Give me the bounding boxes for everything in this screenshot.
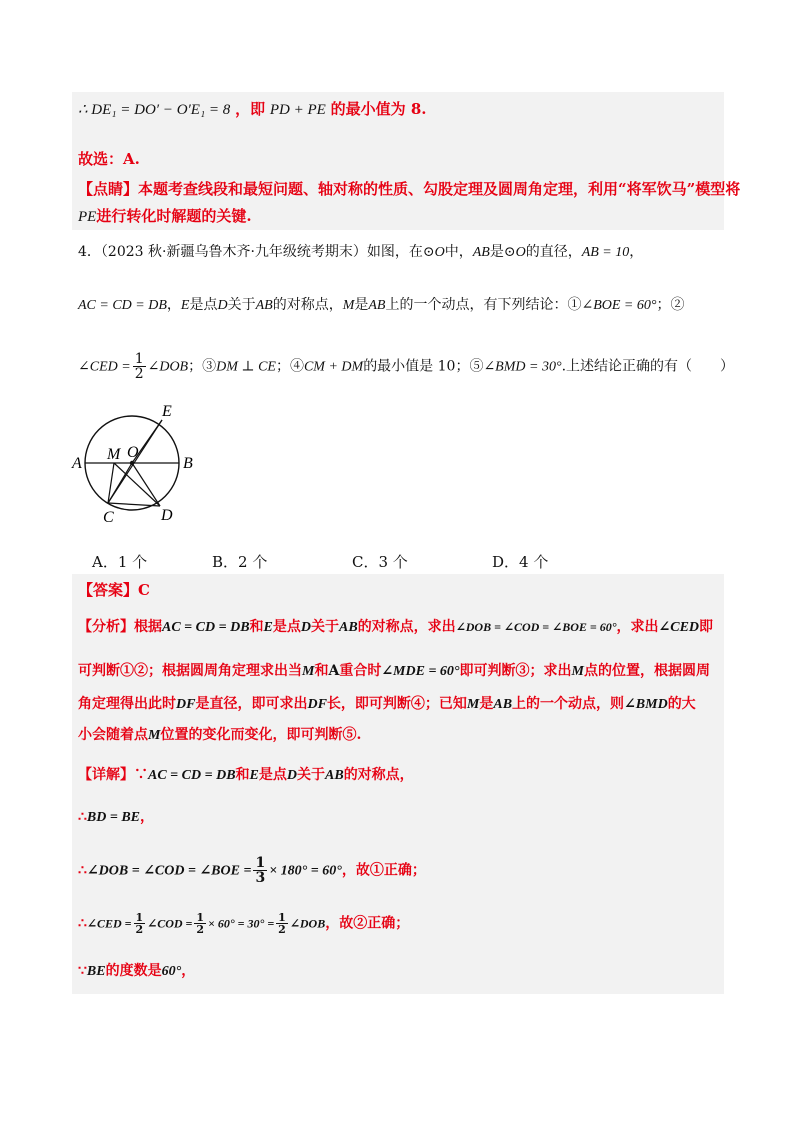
label-a: A: [72, 455, 82, 472]
label-e: E: [162, 403, 172, 420]
answer-line: [78, 579, 722, 601]
option-c: C．3 个: [352, 553, 408, 571]
detail-tag: 【详解】: [78, 767, 134, 783]
option-b: B．2 个: [212, 553, 268, 571]
question-number: 4．: [78, 244, 101, 260]
detail-line-1: 【详解】∵AC = CD = DB和E是点D关于AB的对称点，: [78, 767, 414, 783]
analysis-line-1: 【分析】根据AC = CD = DB和E是点D关于AB的对称点，求出∠DOB = ∠COD = ∠BOE = 60°，求出∠CED即: [78, 619, 714, 635]
comment-tag: 【点睛】: [78, 180, 139, 198]
top-line-1: ∴ DE₁ = DO′ − O′E₁ = 8 ，即 PD + PE 的最小值为 8.: [78, 100, 427, 118]
detail-line-4: ∴∠CED = $\frac{1}{2}$ ∠COD = $\frac{1}{2}$ × 60° = 30° = $\frac{1}{2}$ ∠DOB，故②正确；: [78, 911, 410, 936]
formula-pd-pe: PD + PE: [269, 102, 326, 118]
label-o: O: [127, 444, 139, 461]
formula-de1: ∴ DE₁ = DO′ − O′E₁ = 8: [78, 102, 231, 118]
question-line-3: ∠CED = $\frac{1}{2}$ ∠DOB；③DM ⊥ CE；④CM + DM的最小值是 10；⑤∠BMD = 30°.上述结论正确的有（ ）: [78, 351, 735, 382]
option-d: D．4 个: [492, 553, 549, 571]
choice-line: 故选：A.: [78, 150, 140, 168]
answer-value: C: [138, 581, 150, 599]
point-o: [130, 461, 134, 465]
label-m: M: [107, 446, 121, 463]
fraction-half: $\frac{1}{2}$: [134, 351, 144, 382]
circle-figure: [70, 400, 210, 530]
fraction-third: $\frac{1}{3}$: [255, 855, 266, 886]
analysis-line-2: 可判断①②；根据圆周角定理求出当M和A重合时∠MDE = 60°即可判断③；求出M点的位置，根据圆周: [78, 663, 710, 679]
analysis-line-4: 小会随着点M位置的变化而变化，即可判断⑤.: [78, 727, 362, 743]
question-line-1: 4．（2023 秋·新疆乌鲁木齐·九年级统考期末）如图，在⊙O中，AB是⊙O的直径，AB = 10，: [78, 244, 644, 260]
comment-line-2: PE进行转化时解题的关键.: [78, 207, 252, 225]
segment-md: [114, 463, 160, 506]
comment-line-1: 【点睛】本题考查线段和最短问题、轴对称的性质、勾股定理及圆周角定理，利用“将军饮马”模型将: [78, 180, 741, 198]
label-b: B: [183, 455, 193, 472]
option-a: A．1 个: [92, 553, 148, 571]
label-d: D: [161, 507, 173, 524]
answer-tag: 【答案】: [78, 581, 139, 599]
question-line-2: AC = CD = DB，E是点D关于AB的对称点，M是AB上的一个动点，有下列结论：①∠BOE = 60°；②: [78, 297, 685, 313]
analysis-tag: 【分析】: [78, 619, 134, 635]
detail-line-2: ∴BD = BE，: [78, 809, 155, 825]
label-c: C: [103, 509, 114, 526]
detail-line-5: ∵BE的度数是60°，: [78, 963, 196, 979]
analysis-line-3: 角定理得出此时DF是直径，即可求出DF长，即可判断④；已知M是AB上的一个动点，则∠BMD的大: [78, 696, 696, 712]
detail-line-3: ∴∠DOB = ∠COD = ∠BOE = $\frac{1}{3}$ × 180° = 60°，故①正确；: [78, 855, 426, 886]
segment-cd: [108, 503, 160, 506]
